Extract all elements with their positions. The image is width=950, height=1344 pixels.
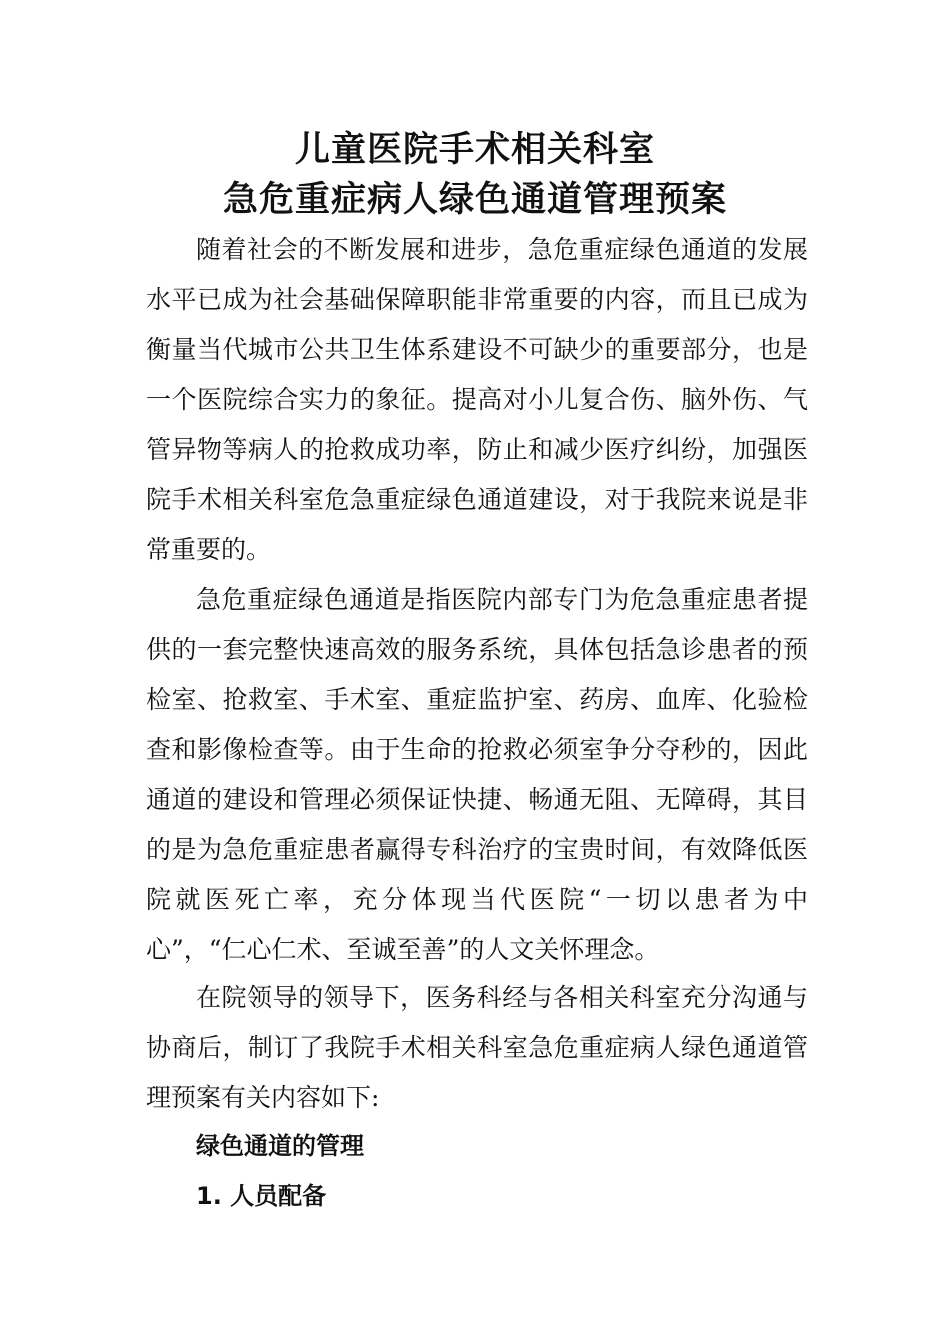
subsection-heading: 1. 人员配备 [196, 1182, 327, 1210]
body-paragraph-definition: 急危重症绿色通道是指医院内部专门为危急重症患者提供的一套完整快速高效的服务系统，具体包括急诊患者的预检室、抢救室、手术室、重症监护室、药房、血库、化验检查和影像检查等。由于生命的抢救必须室争分夺秒的，因此通道的建设和管理必须保证快捷、畅通无阻、无障碍，其目的是为急危重症患者赢得专科治疗的宝贵时间，有效降低医院就医死亡率，充分体现当代医院“一切以患者为中心”，“仁心仁术、至诚至善”的人文关怀理念。 [146, 585, 808, 964]
body-paragraph-plan-intro: 在院领导的领导下，医务科经与各相关科室充分沟通与协商后，制订了我院手术相关科室急危重症病人绿色通道管理预案有关内容如下: [146, 983, 808, 1112]
document-title-line-1: 儿童医院手术相关科室 [294, 130, 655, 170]
section-heading: 绿色通道的管理 [196, 1132, 364, 1160]
body-paragraph-intro: 随着社会的不断发展和进步，急危重症绿色通道的发展水平已成为社会基础保障职能非常重要的内容，而且已成为衡量当代城市公共卫生体系建设不可缺少的重要部分，也是一个医院综合实力的象征。提高对小儿复合伤、脑外伤、气管异物等病人的抢救成功率，防止和减少医疗纠纷，加强医院手术相关科室危急重症绿色通道建设，对于我院来说是非常重要的。 [146, 235, 808, 564]
document-title-line-2: 急危重症病人绿色通道管理预案 [222, 180, 727, 220]
